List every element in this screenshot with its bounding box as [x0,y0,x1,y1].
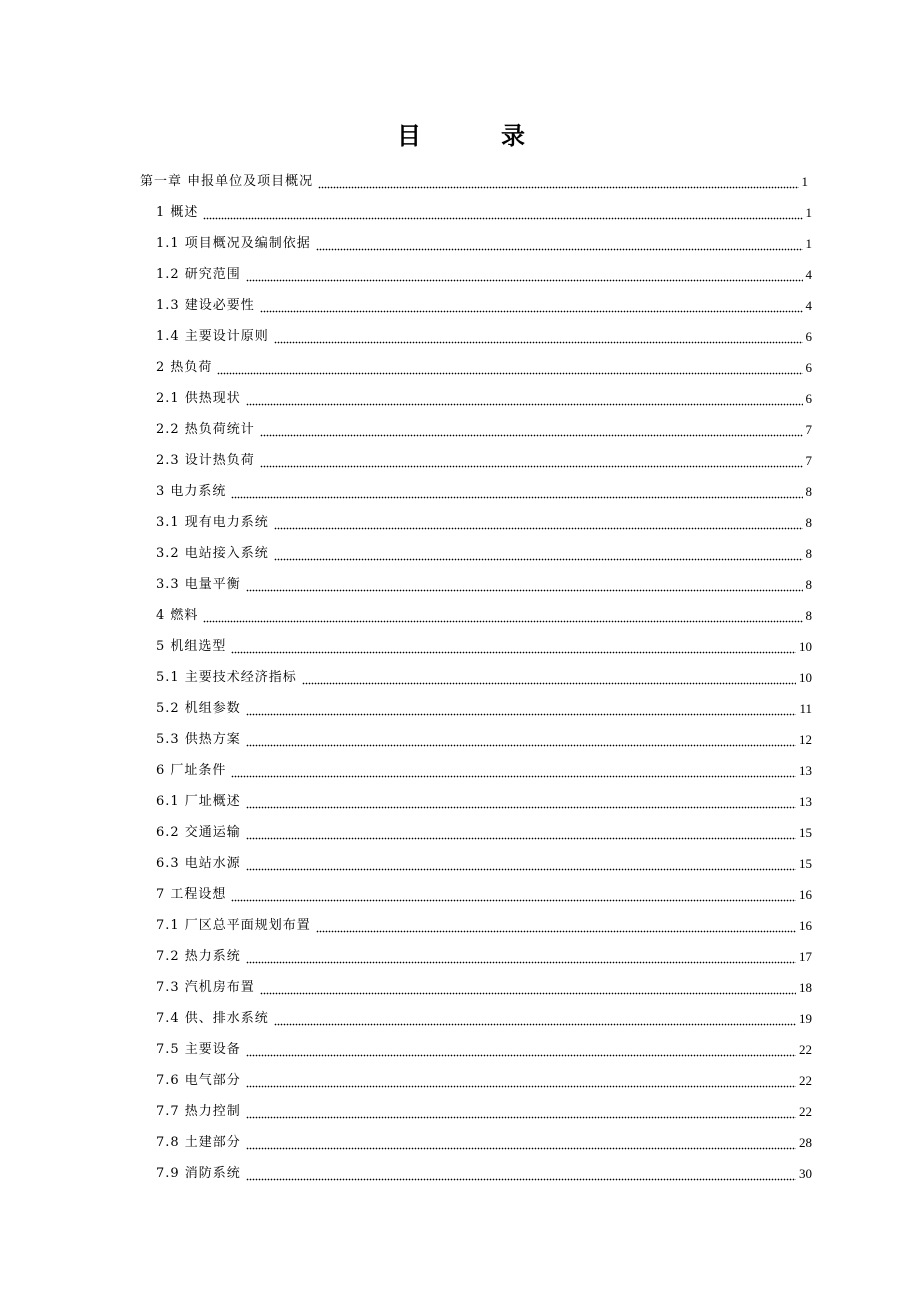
toc-entry-label: 5.2 机组参数 [156,700,241,716]
toc-entry-page-number: 17 [799,948,812,964]
toc-dot-leader [260,454,803,468]
toc-entry-label: 6.1 厂址概述 [156,793,241,809]
toc-entry-label: 1.4 主要设计原则 [156,328,269,344]
toc-dot-leader [246,857,796,871]
toc-entry-label: 7.7 热力控制 [156,1103,241,1119]
toc-entry[interactable] [140,259,812,290]
toc-dot-leader [246,1105,796,1119]
toc-entry[interactable] [140,972,812,1003]
toc-entry-label: 7.2 热力系统 [156,948,241,964]
toc-entry[interactable] [140,1096,812,1127]
toc-entry-page-number: 8 [805,576,812,592]
toc-entry-label: 3.3 电量平衡 [156,576,241,592]
toc-entry-label: 7.1 厂区总平面规划布置 [156,917,311,933]
toc-dot-leader [260,423,803,437]
toc-entry-page-number: 18 [799,979,812,995]
toc-dot-leader [246,268,803,282]
toc-entry[interactable] [140,197,812,228]
toc-entry-page-number: 30 [799,1165,812,1181]
toc-entry-page-number: 8 [805,607,812,623]
toc-entry-label: 6.2 交通运输 [156,824,241,840]
toc-entry-label: 2 热负荷 [156,359,213,375]
toc-entry-page-number: 28 [799,1134,812,1150]
toc-dot-leader [231,888,796,902]
toc-dot-leader [246,733,796,747]
toc-dot-leader [274,330,803,344]
toc-entry-page-number: 1 [805,235,812,251]
toc-dot-leader [246,950,796,964]
toc-entry-page-number: 1 [801,173,808,189]
toc-dot-leader [316,919,796,933]
toc-title: 目 录 [397,121,553,150]
toc-entry[interactable] [140,476,812,507]
toc-dot-leader [231,640,796,654]
toc-entry[interactable] [140,1127,812,1158]
toc-entry-label: 7.3 汽机房布置 [156,979,255,995]
toc-entry-page-number: 22 [799,1041,812,1057]
toc-entry-label: 5.3 供热方案 [156,731,241,747]
toc-dot-leader [318,175,798,189]
toc-entry-label: 1.3 建设必要性 [156,297,255,313]
toc-dot-leader [302,671,796,685]
toc-entry-page-number: 16 [799,917,812,933]
toc-dot-leader [246,1043,796,1057]
toc-dot-leader [246,702,797,716]
toc-entry-label: 7 工程设想 [156,886,227,902]
toc-dot-leader [231,764,796,778]
toc-dot-leader [246,1074,796,1088]
toc-entry-label: 7.9 消防系统 [156,1165,241,1181]
toc-entry-page-number: 11 [799,700,812,716]
toc-entry-page-number: 4 [805,266,812,282]
toc-entry[interactable] [140,166,812,197]
toc-entry[interactable] [140,1065,812,1096]
toc-entry-page-number: 6 [805,328,812,344]
toc-entry-page-number: 4 [805,297,812,313]
toc-dot-leader [274,1012,796,1026]
toc-entry[interactable] [140,538,812,569]
toc-dot-leader [246,392,803,406]
toc-entry-page-number: 7 [805,452,812,468]
toc-entry-label: 5.1 主要技术经济指标 [156,669,297,685]
toc-dot-leader [203,609,802,623]
toc-entry-label: 6.3 电站水源 [156,855,241,871]
toc-entry[interactable] [140,290,812,321]
toc-dot-leader [246,1136,796,1150]
toc-entry-page-number: 15 [799,824,812,840]
toc-dot-leader [316,237,803,251]
toc-entry-page-number: 10 [799,638,812,654]
toc-entry-page-number: 8 [805,483,812,499]
toc-entry-page-number: 12 [799,731,812,747]
toc-entry[interactable] [140,848,812,879]
toc-entry[interactable] [140,414,812,445]
toc-entry-page-number: 16 [799,886,812,902]
toc-entry[interactable] [140,1003,812,1034]
toc-dot-leader [246,1167,796,1181]
toc-dot-leader [246,826,796,840]
toc-entry-page-number: 6 [805,390,812,406]
toc-entry[interactable] [140,755,812,786]
toc-dot-leader [217,361,802,375]
toc-entry[interactable] [140,352,812,383]
toc-entry-page-number: 13 [799,762,812,778]
toc-entry[interactable] [140,445,812,476]
toc-entry[interactable] [140,786,812,817]
toc-entry[interactable] [140,631,812,662]
toc-entry[interactable] [140,693,812,724]
toc-dot-leader [246,578,803,592]
toc-entry[interactable] [140,879,812,910]
toc-entry-page-number: 8 [805,545,812,561]
toc-dot-leader [231,485,802,499]
toc-entry[interactable] [140,1158,812,1189]
toc-entry-label: 5 机组选型 [156,638,227,654]
toc-entry-label: 2.2 热负荷统计 [156,421,255,437]
toc-list [140,166,812,1189]
toc-dot-leader [246,795,796,809]
toc-entry-label: 7.4 供、排水系统 [156,1010,269,1026]
toc-entry-label: 1.1 项目概况及编制依据 [156,235,311,251]
toc-entry-label: 3 电力系统 [156,483,227,499]
toc-entry-label: 1.2 研究范围 [156,266,241,282]
toc-entry[interactable] [140,1034,812,1065]
toc-dot-leader [203,206,802,220]
toc-entry[interactable] [140,941,812,972]
toc-entry-label: 7.8 土建部分 [156,1134,241,1150]
toc-entry[interactable] [140,662,812,693]
toc-entry[interactable] [140,910,812,941]
toc-entry-label: 2.3 设计热负荷 [156,452,255,468]
toc-entry-label: 7.6 电气部分 [156,1072,241,1088]
toc-entry-label: 4 燃料 [156,607,199,623]
toc-entry[interactable] [140,569,812,600]
toc-entry[interactable] [140,724,812,755]
toc-entry[interactable] [140,383,812,414]
toc-dot-leader [274,516,803,530]
toc-entry-page-number: 19 [799,1010,812,1026]
toc-entry-label: 2.1 供热现状 [156,390,241,406]
toc-entry-label: 3.2 电站接入系统 [156,545,269,561]
toc-entry-label: 第一章 申报单位及项目概况 [140,173,314,189]
toc-entry-label: 7.5 主要设备 [156,1041,241,1057]
toc-entry-page-number: 6 [805,359,812,375]
toc-entry[interactable] [140,817,812,848]
toc-dot-leader [274,547,803,561]
toc-entry-label: 6 厂址条件 [156,762,227,778]
toc-entry-label: 3.1 现有电力系统 [156,514,269,530]
toc-entry-page-number: 22 [799,1072,812,1088]
toc-dot-leader [260,299,803,313]
toc-entry-label: 1 概述 [156,204,199,220]
toc-entry-page-number: 22 [799,1103,812,1119]
toc-entry-page-number: 15 [799,855,812,871]
toc-entry-page-number: 8 [805,514,812,530]
toc-entry-page-number: 13 [799,793,812,809]
toc-entry-page-number: 1 [805,204,812,220]
toc-dot-leader [260,981,796,995]
toc-entry-page-number: 10 [799,669,812,685]
toc-entry[interactable] [140,228,812,259]
toc-entry-page-number: 7 [805,421,812,437]
toc-entry[interactable] [140,600,812,631]
toc-entry[interactable] [140,507,812,538]
toc-entry[interactable] [140,321,812,352]
